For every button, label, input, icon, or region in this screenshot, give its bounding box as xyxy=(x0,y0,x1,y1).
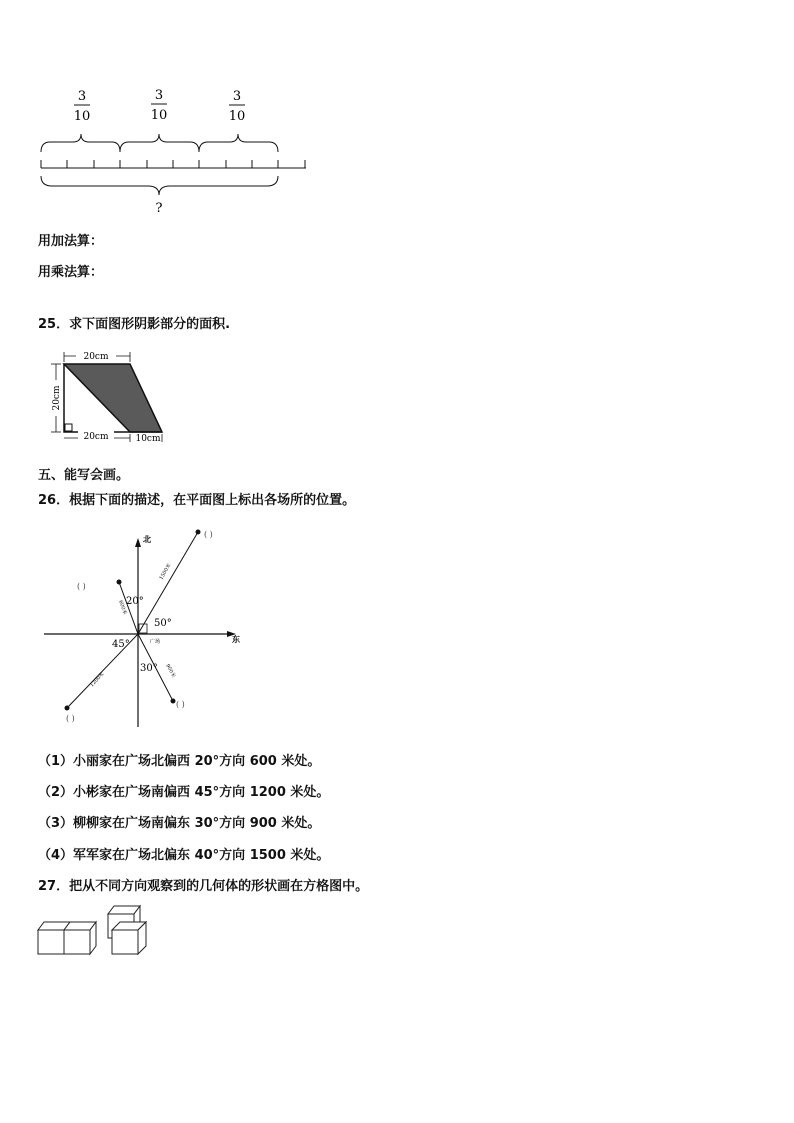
brace-top-2 xyxy=(120,134,199,152)
q25-number: 25． xyxy=(38,317,70,332)
direction-map xyxy=(40,522,255,732)
label-bottom-right: 10cm xyxy=(135,434,161,444)
q26-item-4: （4）军军家在广场北偏东 40°方向 1500 米处。 xyxy=(38,848,330,863)
q26-text: 根据下面的描述，在平面图上标出各场所的位置。 xyxy=(69,493,356,508)
center-label: 广场 xyxy=(150,639,161,645)
angle-50: 50° xyxy=(154,618,172,629)
cube-solid xyxy=(36,900,156,958)
q26-heading xyxy=(38,489,355,508)
q27-text: 把从不同方向观察到的几何体的形状画在方格图中。 xyxy=(69,879,369,894)
fraction-2-denominator: 10 xyxy=(150,108,168,123)
fraction-3-numerator: 3 xyxy=(232,89,242,104)
label-bottom: 20cm xyxy=(83,432,109,442)
shaded-region xyxy=(64,364,162,432)
label-left: 20cm xyxy=(52,385,62,411)
blank-nw: ( ) xyxy=(77,582,86,591)
multiplication-label: 用乘法算： xyxy=(38,265,104,280)
blank-ne: ( ) xyxy=(204,530,213,539)
question-mark: ? xyxy=(155,201,163,216)
fraction-diagram xyxy=(30,80,320,220)
q27-number: 27． xyxy=(38,879,70,894)
angle-30: 30° xyxy=(140,663,158,674)
brace-top-1 xyxy=(41,134,120,152)
q25-text: 求下面图形阴影部分的面积. xyxy=(69,317,231,332)
addition-label: 用加法算： xyxy=(38,234,104,249)
label-top: 20cm xyxy=(83,352,109,362)
q26-number: 26． xyxy=(38,493,70,508)
fraction-2-numerator: 3 xyxy=(154,88,164,103)
q27-heading xyxy=(38,875,368,894)
brace-top-3 xyxy=(199,134,278,152)
q25-heading xyxy=(38,313,230,332)
north-label: 北 xyxy=(143,534,151,544)
east-label: 东 xyxy=(232,634,240,644)
distance-1200: 1200米 xyxy=(89,671,106,689)
q26-item-2: （2）小彬家在广场南偏西 45°方向 1200 米处。 xyxy=(38,785,330,800)
angle-20: 20° xyxy=(126,596,144,607)
q26-item-3: （3）柳柳家在广场南偏东 30°方向 900 米处。 xyxy=(38,816,321,831)
fraction-1-numerator: 3 xyxy=(77,89,87,104)
fraction-1-denominator: 10 xyxy=(73,109,91,124)
distance-1500: 1500米 xyxy=(158,562,173,581)
distance-600: 600米 xyxy=(117,599,128,616)
number-line-ticks xyxy=(41,160,305,168)
section-5-heading: 五、能写会画。 xyxy=(38,468,130,483)
right-angle-mark xyxy=(65,424,72,431)
blank-sw: ( ) xyxy=(66,714,75,723)
distance-900: 900米 xyxy=(164,663,177,679)
q26-item-1: （1）小丽家在广场北偏西 20°方向 600 米处。 xyxy=(38,754,321,769)
fraction-3-denominator: 10 xyxy=(228,109,246,124)
blank-se: ( ) xyxy=(176,700,185,709)
angle-45: 45° xyxy=(112,639,130,650)
brace-bottom xyxy=(41,176,278,195)
q25-figure xyxy=(38,348,173,444)
